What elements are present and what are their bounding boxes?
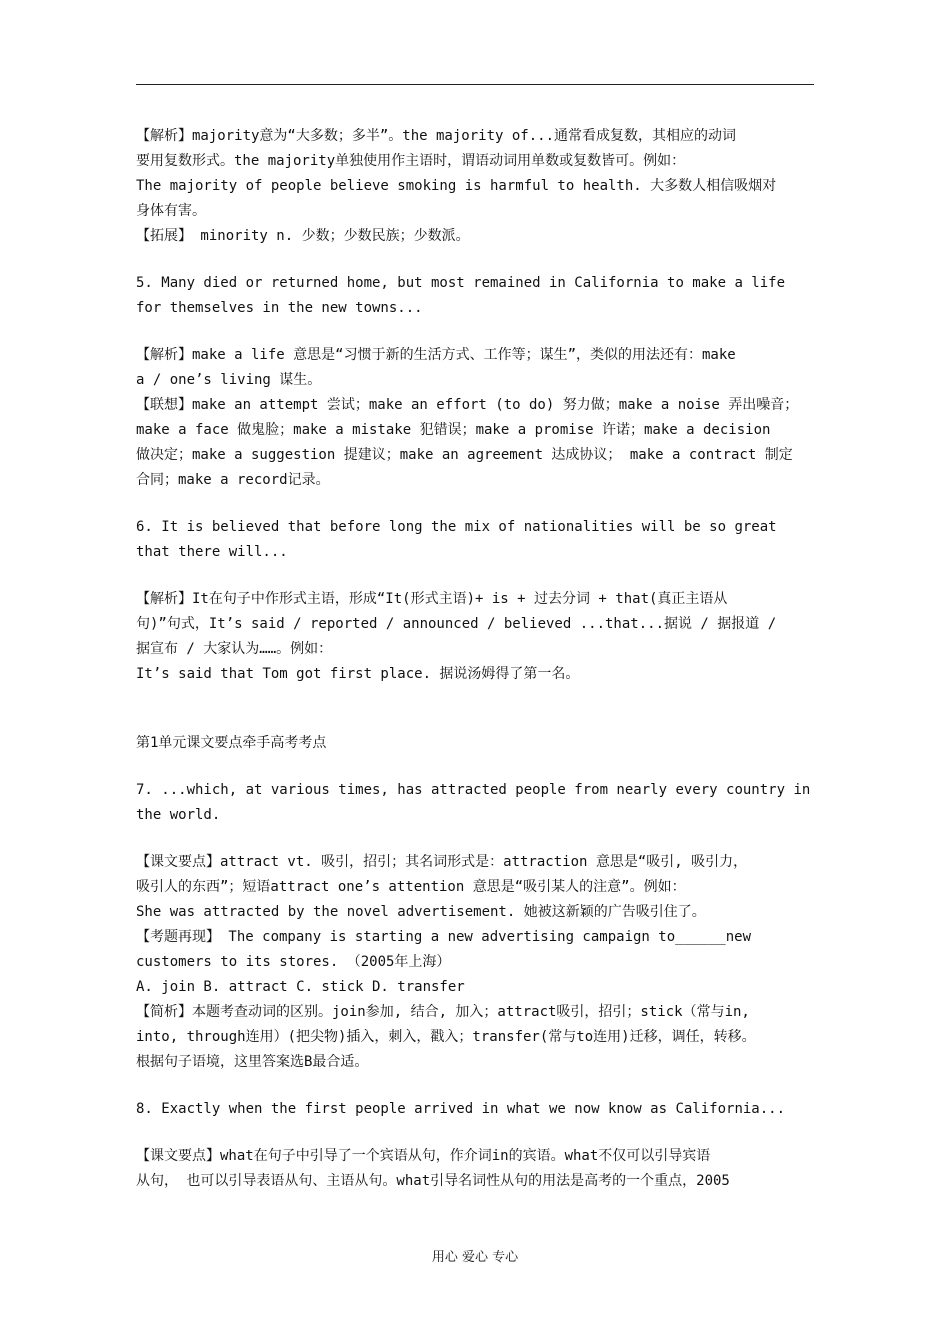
paragraph <box>136 1097 826 1122</box>
paragraph-gap <box>136 1122 826 1144</box>
text-line: 合同；make a record记录。 <box>136 472 330 488</box>
paragraph <box>136 1144 826 1194</box>
paragraph-gap <box>136 687 826 731</box>
paragraph <box>136 731 826 756</box>
paragraph-gap <box>136 565 826 587</box>
text-line: She was attracted by the novel advertisement. 她被这新颖的广告吸引住了。 <box>136 904 706 920</box>
paragraph-gap <box>136 1075 826 1097</box>
text-line: 吸引人的东西”；短语attract one’s attention 意思是“吸引某人的注意”。例如： <box>136 879 686 895</box>
text-line: 【课文要点】attract vt. 吸引，招引；其名词形式是：attraction 意思是“吸引, 吸引力， <box>136 854 748 870</box>
text-line: 从句， 也可以引导表语从句、主语从句。what引导名词性从句的用法是高考的一个重点，2005 <box>136 1173 730 1189</box>
text-line: 根据句子语境，这里答案选B最合适。 <box>136 1054 369 1070</box>
text-line: 第1单元课文要点牵手高考考点 <box>136 735 327 751</box>
text-line: for themselves in the new towns... <box>136 300 423 316</box>
text-line: The majority of people believe smoking is harmful to health. 大多数人相信吸烟对 <box>136 178 777 194</box>
text-line: 【简析】本题考查动词的区别。join参加, 结合, 加入；attract吸引，招引；stick（常与in, <box>136 1004 750 1020</box>
text-line: customers to its stores. （2005年上海） <box>136 954 451 970</box>
text-line: 身体有害。 <box>136 203 206 219</box>
text-line: A. join B. attract C. stick D. transfer <box>136 979 465 995</box>
paragraph <box>136 850 826 1075</box>
text-line: 8. Exactly when the first people arrived in what we now know as California... <box>136 1101 786 1117</box>
text-line: 【课文要点】what在句子中引导了一个宾语从句，作介词in的宾语。what不仅可以引导宾语 <box>136 1148 711 1164</box>
text-line: 【解析】majority意为“大多数；多半”。the majority of...通常看成复数，其相应的动词 <box>136 128 737 144</box>
paragraph-gap <box>136 493 826 515</box>
paragraph <box>136 271 826 321</box>
paragraph <box>136 778 826 828</box>
text-line: that there will... <box>136 544 288 560</box>
text-line: 【解析】It在句子中作形式主语，形成“It(形式主语)+ is + 过去分词 + that(真正主语从 <box>136 591 728 607</box>
text-line: 【考题再现】 The company is starting a new advertising campaign to______new <box>136 929 752 945</box>
paragraph <box>136 124 826 249</box>
header-rule <box>136 84 814 85</box>
text-line: 做决定；make a suggestion 提建议；make an agreement 达成协议； make a contract 制定 <box>136 447 793 463</box>
paragraph-gap <box>136 249 826 271</box>
paragraph-gap <box>136 828 826 850</box>
paragraph <box>136 343 826 493</box>
paragraph-gap <box>136 321 826 343</box>
text-line: 要用复数形式。the majority单独使用作主语时，谓语动词用单数或复数皆可。例如： <box>136 153 686 169</box>
text-line: 句)”句式，It’s said / reported / announced / believed ...that...据说 / 据报道 / <box>136 616 777 632</box>
page-footer: 用心 爱心 专心 <box>431 1250 519 1265</box>
text-line: 【联想】make an attempt 尝试；make an effort (to do) 努力做；make a noise 弄出噪音； <box>136 397 799 413</box>
text-line: 5. Many died or returned home, but most remained in California to make a life <box>136 275 786 291</box>
text-line: make a face 做鬼脸；make a mistake 犯错误；make a promise 许诺；make a decision <box>136 422 771 438</box>
paragraph <box>136 587 826 687</box>
text-line: 【解析】make a life 意思是“习惯于新的生活方式、工作等；谋生”，类似的用法还有：make <box>136 347 736 363</box>
text-line: into, through连用）(把尖物)插入，刺入，戳入；transfer(常与to连用)迁移，调任，转移。 <box>136 1029 756 1045</box>
text-line: 据宣布 / 大家认为……。例如： <box>136 641 333 657</box>
page-content <box>136 124 826 1194</box>
text-line: It’s said that Tom got first place. 据说汤姆得了第一名。 <box>136 666 580 682</box>
text-line: a / one’s living 谋生。 <box>136 372 322 388</box>
paragraph-gap <box>136 756 826 778</box>
text-line: 6. It is believed that before long the mix of nationalities will be so great <box>136 519 777 535</box>
text-line: the world. <box>136 807 221 823</box>
paragraph <box>136 515 826 565</box>
text-line: 【拓展】 minority n. 少数；少数民族；少数派。 <box>136 228 470 244</box>
text-line: 7. ...which, at various times, has attracted people from nearly every country in <box>136 782 811 798</box>
